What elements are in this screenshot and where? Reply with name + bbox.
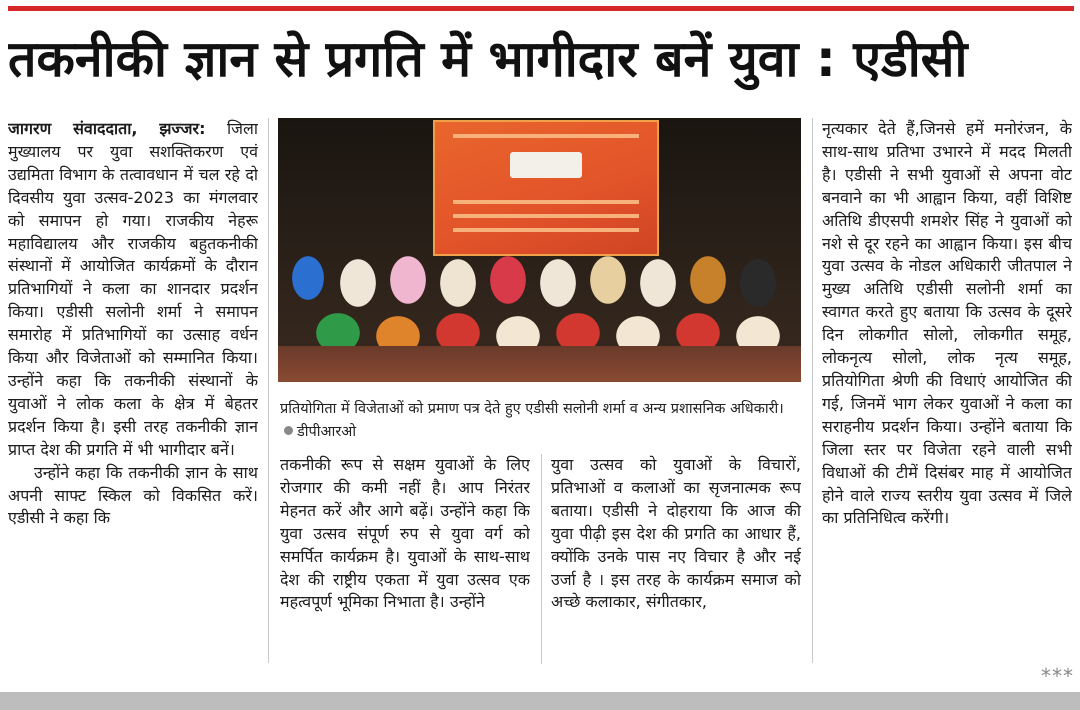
paragraph-3: तकनीकी रूप से सक्षम युवाओं के लिए रोजगार की कमी नहीं है। आप निरंतर मेहनत करें और आगे बढ़ें। उन्होंने कहा कि युवा उत्सव संपूर्ण रुप से युवा वर्ग को समर्पित कार्यक्रम है। युवाओं के साथ-साथ देश की राष्ट्रीय एकता में युवा उत्सव एक महत्वपूर्ण भूमिका निभाता है। उन्होंने <box>280 455 530 612</box>
paragraph-4: युवा उत्सव को युवाओं के विचारों, प्रतिभाओं व कलाओं का सृजनात्मक रूप बताया। एडीसी ने दोहराया कि आज की युवा पीढ़ी इस देश की प्रगति का आधार हैं, क्योंकि उनके पास नए विचार है और नई उर्जा है । इस तरह के कार्यक्रम समाज को अच्छे कलाकार, संगीतकार, <box>551 455 801 612</box>
stage-floor <box>278 346 801 382</box>
page-bottom-bar <box>0 692 1080 710</box>
caption-text: प्रतियोगिता में विजेताओं को प्रमाण पत्र देते हुए एडीसी सलोनी शर्मा व अन्य प्रशासनिक अधिकारी। <box>280 401 784 417</box>
column-divider <box>541 454 542 664</box>
photo-credit: डीपीआरओ <box>297 424 357 440</box>
column-divider <box>268 118 269 663</box>
paragraph-1-text: जिला मुख्यालय पर युवा सशक्तिकरण एवं उद्यमिता विभाग के तत्वावधान में चल रहे दो दिवसीय युवा उत्सव-2023 का मंगलवार को समापन हो गया। राजकीय नेहरू महाविद्यालय और राजकीय बहुतकनीकी संस्थानों में आयोजित कार्यक्रमों के दौरान प्रतिभागियों ने कला का शानदार प्रदर्शन किया। एडीसी सलोनी शर्मा ने समापन समारोह में प्रतिभागियों का उत्साह वर्धन किया और विजेताओं को सम्मानित किया। उन्होंने कहा कि तकनीकी संस्थानों के युवाओं ने लोक कला के क्षेत्र में बेहतर प्रदर्शन किया है। इसी तरह तकनीकी ज्ञान प्राप्त देश की प्रगति में भी भागीदार बनें। <box>8 119 258 459</box>
column-divider <box>812 118 813 663</box>
top-red-rule <box>8 6 1074 11</box>
article-column-3 <box>551 454 801 664</box>
article-column-1 <box>8 118 258 663</box>
paragraph-5: नृत्यकार देते हैं,जिनसे हमें मनोरंजन, के साथ-साथ प्रतिभा उभारने में मदद मिलती है। एडीसी ने सभी युवाओं से अपना वोट बनवाने का भी आह्वान किया, वहीं विशिष्ट अतिथि डीएसपी शमशेर सिंह ने युवाओं को नशे से दूर रहने का आह्वान किया। इस बीच युवा उत्सव के नोडल अधिकारी जीतपाल ने मुख्य अतिथि एडीसी सलोनी शर्मा का स्वागत करते हुए बताया कि उत्सव के दूसरे दिन लोकगीत सोलो, लोकगीत समूह, लोकनृत्य सोलो, लोक नृत्य समूह, प्रतियोगिता श्रेणी की विधाएं आयोजित की गई, जिनमें भाग लेकर युवाओं ने कला का सराहनीय प्रदर्शन किया। उन्होंने बताया कि जिला स्तर पर विजेता रहने वाली सभी विधाओं की टीमें दिसंबर माह में आयोजित होने वाले राज्य स्तरीय युवा उत्सव में जिले का प्रतिनिधित्व करेंगी। <box>822 119 1072 528</box>
byline: जागरण संवाददाता, झज्जर: <box>8 119 206 138</box>
participants-group <box>278 238 801 358</box>
headline: तकनीकी ज्ञान से प्रगति में भागीदार बनें युवा : एडीसी <box>8 30 968 88</box>
district-youth-festival-banner <box>433 120 659 256</box>
article-column-4 <box>822 118 1072 663</box>
paragraph-2: उन्होंने कहा कि तकनीकी ज्ञान के साथ अपनी साफ्ट स्किल को विकसित करें। एडीसी ने कहा कि <box>8 462 258 528</box>
article-column-2 <box>280 454 530 664</box>
end-mark: *** <box>1041 664 1074 688</box>
paragraph-1 <box>8 118 258 462</box>
news-photo <box>278 118 801 382</box>
bullet-icon <box>284 426 293 435</box>
festival-logo-mark <box>510 152 582 178</box>
photo-caption <box>280 398 800 446</box>
